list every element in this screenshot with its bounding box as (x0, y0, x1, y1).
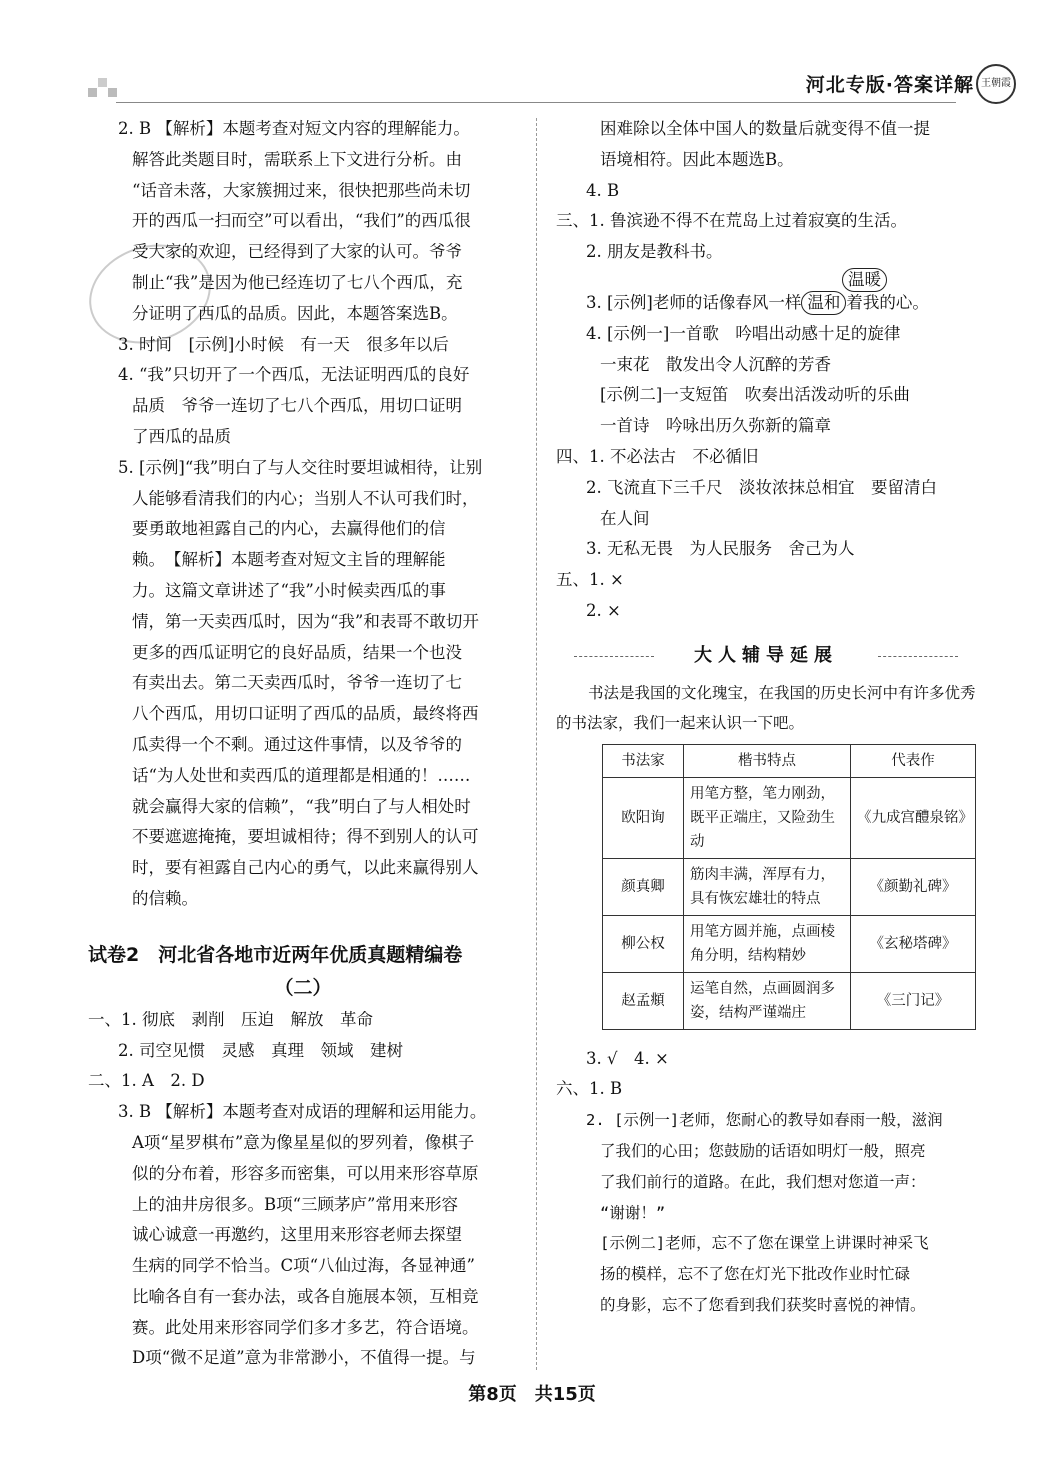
text-segment: 3. [示例]老师的话像春风一样 (586, 292, 802, 312)
section3-q1: 三、1. 鲁滨逊不得不在荒岛上过着寂寞的生活。 (556, 211, 907, 231)
table-cell: 颜真卿 (603, 858, 684, 915)
table-cell: 赵孟頫 (603, 972, 684, 1029)
section4-q3: 3. 无私无畏 为人民服务 舍己为人 (586, 539, 855, 559)
left-column (88, 114, 518, 1374)
text-line: 的身影，忘不了您看到我们获奖时喜悦的神情。 (600, 1295, 926, 1314)
section2-q3 (88, 1097, 518, 1374)
section3-q4 (556, 319, 976, 442)
paper-subtitle: （二） (274, 976, 332, 999)
calligraphers-table (602, 744, 976, 1030)
table-row (603, 777, 976, 858)
text-line: 生病的同学不恰当。C项“八仙过海，各显神通” (132, 1256, 475, 1276)
section1-q1: 一、1. 彻底 剥削 压迫 解放 革命 (88, 1009, 373, 1029)
header-title: 河北专版·答案详解 (805, 74, 974, 96)
text-line: D项“微不足道”意为非常渺小，不值得一提。与 (132, 1348, 476, 1368)
text-line: 就会赢得大家的信赖”，“我”明白了与人相处时 (132, 796, 471, 816)
text-line: “话音未落，大家簇拥过来，很快把那些尚未切 (132, 180, 471, 200)
answer-q2 (88, 114, 518, 330)
text-line: [示例二]一支短笛 吹奏出活泼动听的乐曲 (600, 385, 910, 405)
header-decoration (108, 88, 117, 97)
text-line: 制止“我”是因为他已经连切了七八个西瓜，充 (132, 272, 463, 292)
text-line: 了我们前行的道路。在此，我们想对您道一声： (600, 1172, 926, 1191)
text-line: 在人间 (600, 508, 650, 528)
section5-q2: 2. × (586, 600, 621, 620)
text-segment: 着我的心。 (846, 292, 929, 312)
text-line: A项“星罗棋布”意为像星星似的罗列着，像棋子 (132, 1132, 475, 1152)
text-line: 一束花 散发出令人沉醉的芳香 (600, 354, 831, 374)
text-line: 赖。 【解析】本题考查对短文主旨的理解能 (132, 550, 446, 570)
header-decoration (98, 78, 107, 87)
text-line: 瓜卖得一个不剩。通过这件事情，以及爷爷的 (132, 734, 462, 754)
page-header (0, 64, 1064, 104)
table-row (603, 972, 976, 1029)
extension-title: 大人辅导延展 (556, 641, 976, 672)
text-line: 困难除以全体中国人的数量后就变得不值一提 (600, 119, 930, 138)
text-line: 了西瓜的品质 (132, 426, 231, 446)
section3-q3 (556, 268, 976, 319)
text-line: 5. [示例]“我”明白了与人交往时要坦诚相待，让别 (118, 457, 483, 477)
text-line: 赛。此处用来形容同学们多才多艺，符合语境。 (132, 1317, 479, 1337)
circled-word: 温和 (801, 291, 846, 315)
answer-q5 (88, 453, 518, 915)
text-line: 语境相符。因此本题选B。 (600, 149, 794, 169)
brand-logo: 王朝霞 (976, 64, 1016, 104)
section5-q34: 3. √ 4. × (586, 1048, 669, 1068)
text-line: 一首诗 吟咏出历久弥新的篇章 (600, 416, 831, 436)
section1-q2: 2. 司空见惯 灵感 真理 领域 建树 (118, 1040, 403, 1060)
text-line: 不要遮遮掩掩，要坦诚相待；得不到别人的认可 (132, 827, 479, 847)
table-header-row (603, 744, 976, 777)
section2-q1: 二、1. A 2. D (88, 1071, 205, 1091)
text-line: 扬的模样，忘不了您在灯光下批改作业时忙碌 (600, 1265, 911, 1284)
header-rule (116, 102, 956, 103)
section4-q1: 四、1. 不必法古 不必循旧 (556, 446, 759, 466)
table-cell: 用笔方圆并施，点画棱角分明，结构精妙 (684, 915, 851, 972)
paper-title: 试卷2 河北省各地市近两年优质真题精编卷 (88, 943, 463, 966)
text-line: 了我们的心田；您鼓励的话语如明灯一般，照亮 (600, 1141, 926, 1160)
text-line: 4. “我”只切开了一个西瓜，无法证明西瓜的良好 (118, 365, 470, 385)
table-cell: 《三门记》 (851, 972, 976, 1029)
text-line: 有卖出去。第二天卖西瓜时，爷爷一连切了七 (132, 673, 462, 693)
table-cell: 《颜勤礼碑》 (851, 858, 976, 915)
text-line: 的信赖。 (132, 888, 198, 908)
text-line: 2. [示例一]老师，您耐心的教导如春雨一般，滋润 (586, 1111, 943, 1130)
text-line: 受大家的欢迎，已经得到了大家的认可。爷爷 (132, 242, 462, 262)
table-cell: 《九成宫醴泉铭》 (851, 777, 976, 858)
table-row (603, 915, 976, 972)
section6-q1: 六、1. B (556, 1079, 623, 1099)
table-cell: 用笔方整，笔力刚劲，既平正端庄，又险劲生动 (684, 777, 851, 858)
section2-q4: 4. B (586, 180, 620, 200)
text-line: 解答此类题目时，需联系上下文进行分析。由 (132, 149, 462, 169)
answer-q4 (88, 360, 518, 452)
text-line: 八个西瓜，用切口证明了西瓜的品质，最终将西 (132, 704, 479, 724)
extension-intro: 书法是我国的文化瑰宝，在我国的历史长河中有许多优秀的书法家，我们一起来认识一下吧。 (556, 683, 976, 732)
text-line: [示例二]老师，忘不了您在课堂上讲课时神采飞 (600, 1234, 929, 1253)
column-header: 代表作 (851, 744, 976, 777)
table-cell: 运笔自然，点画圆润多姿，结构严谨端庄 (684, 972, 851, 1029)
section6-q2 (556, 1105, 976, 1321)
column-divider (536, 118, 537, 1370)
text-line: 上的油井房很多。B项“三顾茅庐”常用来形容 (132, 1194, 458, 1214)
text-line: 力。这篇文章讲述了“我”小时候卖西瓜的事 (132, 580, 446, 600)
page-number: 第8页 共15页 (468, 1384, 596, 1405)
header-decoration (88, 88, 97, 97)
text-line: 分证明了西瓜的品质。因此，本题答案选B。 (132, 303, 458, 323)
text-line: 3. B 【解析】本题考查对成语的理解和运用能力。 (118, 1102, 487, 1122)
table-cell: 欧阳询 (603, 777, 684, 858)
text-line: 品质 爷爷一连切了七八个西瓜，用切口证明 (132, 396, 462, 416)
table-row (603, 858, 976, 915)
answer-q3: 3. 时间 [示例]小时候 有一天 很多年以后 (118, 334, 449, 354)
text-line: 似的分布着，形容多而密集，可以用来形容草原 (132, 1163, 479, 1183)
text-line: 要勇敢地袒露自己的内心，去赢得他们的信 (132, 519, 446, 539)
section4-q2: 2. 飞流直下三千尺 淡妆浓抹总相宜 要留清白 (586, 477, 937, 497)
right-column (556, 114, 976, 1321)
text-line: 4. [示例一]一首歌 吟唱出动感十足的旋律 (586, 323, 901, 343)
circled-word-above: 温暖 (842, 268, 887, 292)
text-line: 人能够看清我们的内心；当别人不认可我们时， (132, 488, 479, 508)
column-header: 书法家 (603, 744, 684, 777)
table-cell: 《玄秘塔碑》 (851, 915, 976, 972)
text-line: 开的西瓜一扫而空”可以看出，“我们”的西瓜很 (132, 211, 471, 231)
text-line: 更多的西瓜证明它的良好品质，结果一个也没 (132, 642, 462, 662)
text-line: 诚心诚意一再邀约，这里用来形容老师去探望 (132, 1225, 462, 1245)
column-header: 楷书特点 (684, 744, 851, 777)
text-line: 情，第一天卖西瓜时，因为“我”和表哥不敢切开 (132, 611, 479, 631)
text-line: “谢谢！” (600, 1203, 666, 1222)
table-cell: 筋肉丰满，浑厚有力，具有恢宏雄壮的特点 (684, 858, 851, 915)
section5-q1: 五、1. × (556, 570, 624, 590)
text-line: 2. B 【解析】本题考查对短文内容的理解能力。 (118, 119, 470, 138)
table-cell: 柳公权 (603, 915, 684, 972)
text-line: 时，要有袒露自己内心的勇气，以此来赢得别人 (132, 858, 479, 878)
text-line: 比喻各自有一套办法，或各自施展本领，互相竞 (132, 1286, 479, 1306)
section3-q2: 2. 朋友是教科书。 (586, 242, 723, 262)
text-line: 话“为人处世和卖西瓜的道理都是相通的！…… (132, 765, 471, 785)
